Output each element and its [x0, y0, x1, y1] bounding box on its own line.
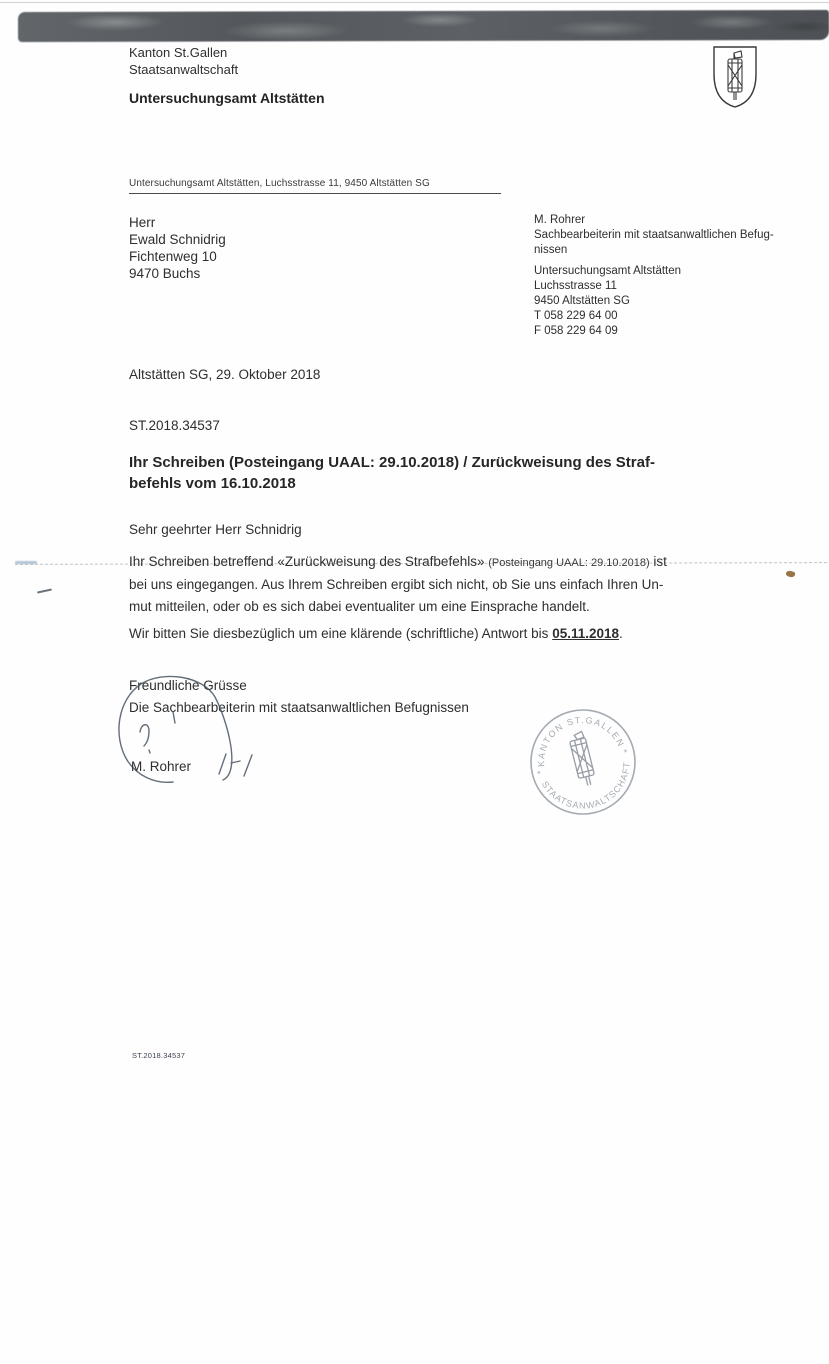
stamp-separator-left: *	[536, 768, 543, 780]
scan-artifact-brown-speck	[785, 570, 795, 578]
signer-name: M. Rohrer	[131, 759, 192, 774]
subject-line: Ihr Schreiben (Posteingang UAAL: 29.10.2018) / Zurückweisung des Straf-	[129, 454, 655, 471]
recipient-line: 9470 Buchs	[129, 266, 201, 281]
recipient-address-block	[129, 214, 226, 282]
subject-line: befehls vom 16.10.2018	[129, 474, 296, 492]
subject-heading	[129, 453, 729, 494]
body-paragraph-2	[129, 626, 749, 641]
contact-office-line: Untersuchungsamt Altstätten	[534, 265, 682, 277]
body-text: ist	[649, 554, 667, 569]
scan-artifact-blue-smudge	[15, 561, 37, 564]
stamp-fasces-emblem	[568, 731, 597, 787]
official-round-stamp	[508, 687, 658, 837]
body-text: .	[619, 626, 623, 641]
stamp-top-text: KANTON ST.GALLEN	[536, 714, 627, 767]
date-line: Altstätten SG, 29. Oktober 2018	[129, 367, 321, 382]
salutation: Sehr geehrter Herr Schnidrig	[129, 522, 302, 537]
header-department: Untersuchungsamt Altstätten	[129, 90, 325, 106]
body-line: bei uns eingegangen. Aus Ihrem Schreiben ergibt sich nicht, ob Sie uns einfach Ihren Un-	[129, 577, 664, 592]
scan-artifact-top-line	[0, 2, 829, 3]
svg-text:KANTON ST.GALLEN	[526, 705, 627, 769]
svg-text:STAATSANWALTSCHAFT	[539, 759, 641, 821]
contact-info-block	[534, 213, 804, 339]
header-canton: Kanton St.Gallen	[129, 45, 228, 60]
stamp-bottom-text: STAATSANWALTSCHAFT	[539, 761, 632, 811]
contact-office-line: Luchsstrasse 11	[534, 280, 617, 292]
closing-greeting: Freundliche Grüsse	[129, 678, 247, 693]
contact-office-line: 9450 Altstätten SG	[534, 295, 630, 307]
contact-name: M. Rohrer	[534, 214, 586, 226]
body-line: mut mitteilen, oder ob es sich dabei eventualiter um eine Einsprache handelt.	[129, 599, 590, 614]
body-text: Wir bitten Sie diesbezüglich um eine klärende (schriftliche) Antwort bis	[129, 626, 553, 641]
contact-role-line: Sachbearbeiterin mit staatsanwaltlichen Befug-	[534, 229, 774, 241]
body-text-small: (Posteingang UAAL: 29.10.2018)	[488, 557, 650, 569]
handwritten-signature	[103, 662, 268, 807]
sender-address-line: Untersuchungsamt Altstätten, Luchsstrasse 11, 9450 Altstätten SG	[129, 178, 501, 194]
contact-phone: T 058 229 64 00	[534, 310, 618, 322]
scan-artifact-dark-band	[18, 10, 829, 42]
case-reference: ST.2018.34537	[129, 418, 220, 433]
recipient-line: Ewald Schnidrig	[129, 232, 226, 247]
contact-role-line: nissen	[534, 244, 568, 256]
closing-role: Die Sachbearbeiterin mit staatsanwaltlichen Befugnissen	[129, 700, 469, 715]
body-text: Ihr Schreiben betreffend «Zurückweisung des Strafbefehls»	[129, 554, 489, 569]
body-line	[129, 551, 729, 574]
contact-fax: F 058 229 64 09	[534, 325, 618, 337]
footer-case-reference: ST.2018.34537	[132, 1051, 186, 1060]
st-gallen-coat-of-arms-icon	[710, 44, 760, 115]
deadline-date: 05.11.2018	[552, 626, 620, 641]
scan-artifact-tick-mark	[37, 588, 52, 593]
recipient-line: Herr	[129, 215, 156, 230]
recipient-line: Fichtenweg 10	[129, 249, 217, 264]
stamp-separator-right: *	[622, 747, 629, 758]
header-agency: Staatsanwaltschaft	[129, 62, 239, 77]
body-paragraph-1	[129, 551, 729, 618]
